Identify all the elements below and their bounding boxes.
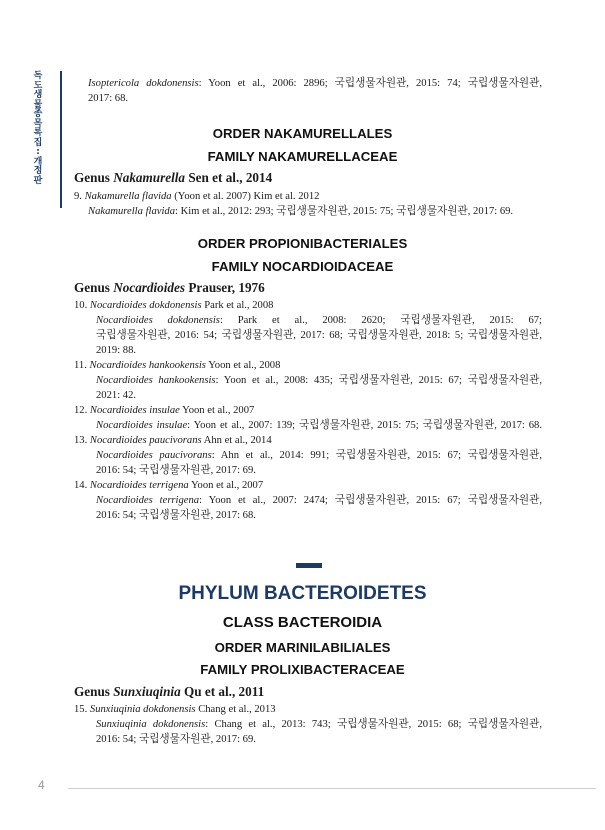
entry-11 (74, 359, 280, 373)
reference-text: 2017: 68. (88, 93, 129, 104)
entry-10-reference (96, 344, 136, 358)
reference-text: : Chang et al., 2013: 743; 국립생물자원관, 2015: 68; 국립생물자원관, (205, 719, 542, 730)
genus-authority: Qu et al., 2011 (180, 684, 265, 699)
species-authority: Chang et al., 2013 (195, 704, 276, 715)
species-name: Nocardioides insulae (96, 420, 188, 431)
entry-number: 9. (74, 191, 82, 202)
genus-name: Nocardioides (113, 280, 186, 295)
species-name: Nakamurella flavida (88, 206, 175, 217)
genus-heading (74, 280, 265, 296)
side-tab-char: : (36, 147, 40, 157)
entry-10-reference (96, 329, 542, 343)
entry-14-reference (96, 494, 542, 508)
entry-10 (74, 299, 273, 313)
genus-name: Sunxiuqinia (113, 684, 181, 699)
family-heading: FAMILY PROLIXIBACTERACEAE (200, 662, 405, 677)
side-tab-char: 생 (33, 90, 43, 100)
reference-text: 2019: 88. (96, 345, 137, 356)
entry-11-reference (96, 374, 542, 388)
species-name: Nocardioides hankookensis (96, 375, 216, 386)
reference-text: : Ahn et al., 2014: 991; 국립생물자원관, 2015: 67; 국립생물자원관, (211, 450, 543, 461)
side-tab-char: 종 (33, 109, 43, 119)
species-authority: (Yoon et al. 2007) Kim et al. 2012 (171, 191, 320, 202)
entry-number: 12. (74, 405, 88, 416)
entry-14-reference (96, 509, 256, 523)
genus-authority: Prauser, 1976 (185, 280, 265, 295)
reference-text: : Park et al., 2008: 2620; 국립생물자원관, 2015: 67; (219, 315, 542, 326)
reference-text: : Yoon et al., 2007: 2474; 국립생물자원관, 2015: 67; 국립생물자원관, (199, 495, 542, 506)
order-heading: ORDER PROPIONIBACTERIALES (197, 236, 408, 251)
entry-continued-line (88, 92, 128, 106)
genus-heading (74, 684, 264, 700)
species-name: Nocardioides hankookensis (89, 360, 206, 371)
reference-text: 2016: 54; 국립생물자원관, 2017: 69. (96, 465, 256, 476)
side-tab-char: 집 (33, 137, 43, 148)
species-name: Nocardioides terrigena (89, 480, 189, 491)
entry-15 (74, 703, 276, 717)
side-tab-char: 정 (33, 166, 43, 176)
entry-9 (74, 190, 319, 204)
reference-text: 2016: 54; 국립생물자원관, 2017: 68. (96, 510, 256, 521)
side-tab-char: 개 (33, 156, 43, 167)
species-authority: Park et al., 2008 (201, 300, 274, 311)
species-name: Isoptericola dokdonensis (88, 78, 199, 89)
species-name: Nocardioides dokdonensis (96, 315, 220, 326)
side-tab-char: 록 (33, 128, 43, 138)
reference-text: 국립생물자원관, 2016: 54; 국립생물자원관, 2017: 68; 국립생물자원관, 2018: 5; 국립생물자원관, (96, 330, 542, 341)
entry-number: 14. (74, 480, 88, 491)
reference-text: : Kim et al., 2012: 293; 국립생물자원관, 2015: 75; 국립생물자원관, 2017: 69. (175, 206, 514, 217)
species-name: Nocardioides paucivorans (96, 450, 212, 461)
species-authority: Yoon et al., 2008 (205, 360, 281, 371)
entry-13 (74, 434, 272, 448)
species-authority: Yoon et al., 2007 (179, 405, 255, 416)
species-name: Nocardioides dokdonensis (89, 300, 202, 311)
entry-15-reference (96, 718, 542, 732)
reference-text: : Yoon et al., 2007: 139; 국립생물자원관, 2015: 75; 국립생물자원관, 2017: 68. (187, 420, 542, 431)
genus-name: Nakamurella (113, 170, 186, 185)
reference-text: : Yoon et al., 2006: 2896; 국립생물자원관, 2015: 74; 국립생물자원관, (198, 78, 543, 89)
page-number: 4 (38, 778, 45, 792)
entry-12-reference (96, 419, 542, 433)
species-name: Sunxiuqinia dokdonensis (96, 719, 206, 730)
species-authority: Ahn et al., 2014 (201, 435, 272, 446)
genus-heading (74, 170, 272, 186)
entry-10-reference (96, 314, 542, 328)
entry-15-reference (96, 733, 256, 747)
species-name: Nocardioides paucivorans (89, 435, 202, 446)
entry-11-reference (96, 389, 136, 403)
family-heading: FAMILY NOCARDIOIDACEAE (211, 259, 394, 274)
genus-authority: Sen et al., 2014 (185, 170, 273, 185)
reference-text: 2016: 54; 국립생물자원관, 2017: 69. (96, 734, 256, 745)
entry-9-reference (88, 205, 513, 219)
species-name: Nakamurella flavida (84, 191, 172, 202)
genus-prefix: Genus (74, 280, 114, 295)
entry-13-reference (96, 464, 256, 478)
entry-13-reference (96, 449, 542, 463)
entry-number: 13. (74, 435, 88, 446)
species-name: Nocardioides insulae (89, 405, 180, 416)
species-name: Sunxiuqinia dokdonensis (89, 704, 196, 715)
reference-text: : Yoon et al., 2008: 435; 국립생물자원관, 2015: 67; 국립생물자원관, (215, 375, 542, 386)
entry-12 (74, 404, 254, 418)
footer-rule (68, 788, 596, 789)
phylum-heading: PHYLUM BACTEROIDETES (178, 583, 427, 604)
species-name: Nocardioides terrigena (96, 495, 200, 506)
entry-14 (74, 479, 263, 493)
reference-text: 2021: 42. (96, 390, 137, 401)
entry-number: 15. (74, 704, 88, 715)
side-tab-char: 목 (33, 118, 43, 129)
side-tab-char: 독 (33, 71, 43, 81)
genus-prefix: Genus (74, 170, 114, 185)
side-tab-char: 도 (33, 80, 43, 91)
side-tab-char: 물 (33, 99, 43, 110)
genus-prefix: Genus (74, 684, 114, 699)
species-authority: Yoon et al., 2007 (188, 480, 264, 491)
class-heading: CLASS BACTEROIDIA (222, 614, 383, 631)
order-heading: ORDER MARINILABILIALES (214, 640, 391, 655)
family-heading: FAMILY NAKAMURELLACEAE (207, 149, 398, 164)
order-heading: ORDER NAKAMURELLALES (212, 126, 393, 141)
side-tab-char: 판 (33, 175, 43, 186)
entry-number: 11. (74, 360, 87, 371)
entry-continued-line (88, 77, 542, 91)
phylum-accent-bar (296, 563, 322, 568)
entry-number: 10. (74, 300, 88, 311)
